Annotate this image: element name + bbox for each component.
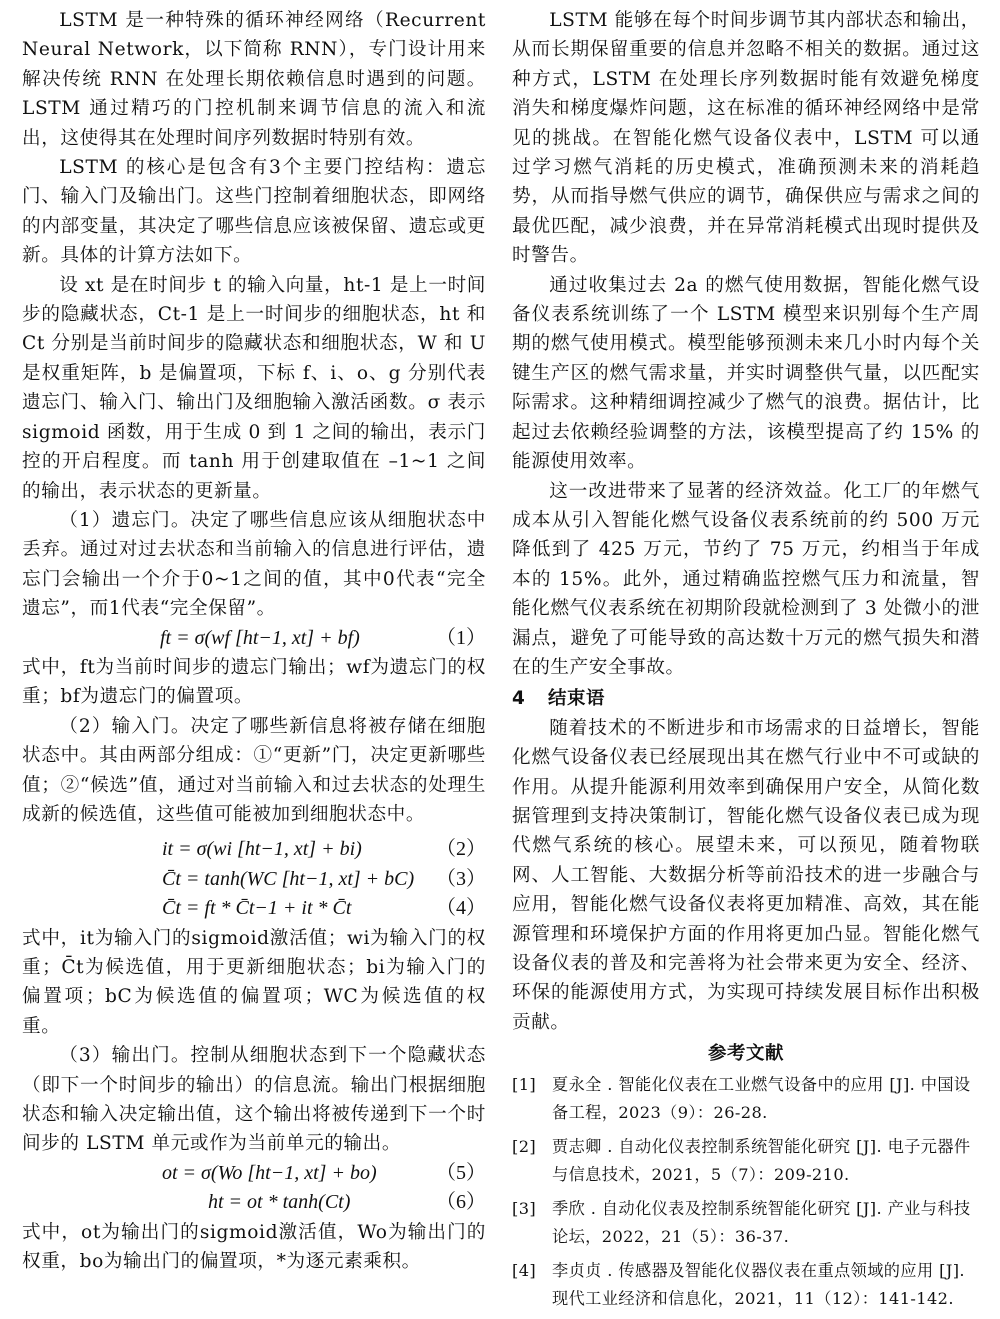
equation-3-number: （3） [436,867,486,890]
left-column [22,6,486,1276]
reference-item [512,1133,980,1189]
where-output: 式中，ot为输出门的sigmoid激活值，Wo为输出门的权重，bo为输出门的偏置项，*为逐元素乘积。 [22,1221,486,1272]
paragraph-conclusion: 随着技术的不断进步和市场需求的日益增长，智能化燃气设备仪表已经展现出其在燃气行业中不可或缺的作用。从提升能源利用效率到确保用户安全，从简化数据管理到支持决策制订，智能化燃气设备仪表已成为现代燃气系统的核心。展望未来，可以预见，随着物联网、人工智能、大数据分析等前沿技术的进一步融合与应用，智能化燃气设备仪表将更加精准、高效，其在能源管理和环境保护方面的作用将更加凸显。智能化燃气设备仪表的普及和完善将为社会带来更为安全、经济、环保的能源使用方式，为实现可持续发展目标作出积极贡献。 [512,717,980,1033]
paragraph-output-gate: （3）输出门。控制从细胞状态到下一个隐藏状态（即下一个时间步的输出）的信息流。输出门根据细胞状态和输入决定输出值，这个输出将被传递到下一个时间步的 LSTM 单元或作为当前单元的输出。 [22,1045,486,1155]
paragraph-economic-benefit: 这一改进带来了显著的经济效益。化工厂的年燃气成本从引入智能化燃气设备仪表系统前的约 500 万元降低到了 425 万元，节约了 75 万元，约相当于年成本的 15%。此外，通过精确监控燃气压力和流量，智能化燃气仪表系统在初期阶段就检测到了 3 处微小的泄漏点，避免了可能导致的高达数十万元的燃气损失和潜在的生产安全事故。 [512,480,980,678]
equation-6-number: （6） [436,1191,486,1214]
section-title: 结束语 [548,688,605,710]
right-column [512,6,980,1319]
equation-6-formula: ht = ot * tanh(Ct) [208,1191,351,1214]
section-number: 4 [512,688,526,710]
reference-item [512,1071,980,1127]
paragraph-case-study: 通过收集过去 2a 的燃气使用数据，智能化燃气设备仪表系统训练了一个 LSTM 模型来识别每个生产周期的燃气使用模式。模型能够预测未来几小时内每个关键生产区的燃气需求量，并实时调整供气量，以匹配实际需求。这种精细调控减少了燃气的浪费。据估计，比起过去依赖经验调整的方法，该模型提高了约 15% 的能源使用效率。 [512,274,980,473]
equation-5-formula: ot = σ(Wo [ht−1, xt] + bo) [162,1161,377,1184]
reference-number: [3] [512,1198,537,1218]
reference-number: [1] [512,1074,537,1094]
reference-text: 李贞贞 . 传感器及智能化仪器仪表在重点领域的应用 [J]. 现代工业经济和信息化，2021，11（12）：141-142. [552,1260,965,1308]
equation-2-formula: it = σ(wi [ht−1, xt] + bi) [162,838,362,861]
equation-5-number: （5） [436,1161,486,1184]
reference-number: [4] [512,1260,537,1280]
equation-1-formula: ft = σ(wf [ht−1, xt] + bf) [160,626,360,649]
where-forget: 式中，ft为当前时间步的遗忘门输出；wf为遗忘门的权重；bf为遗忘门的偏置项。 [22,656,486,708]
reference-item [512,1257,980,1313]
equation-4-formula: C̄t = ft * C̄t−1 + it * C̄t [162,897,352,920]
references-heading: 参考文献 [708,1043,784,1065]
paragraph-variables: 设 xt 是在时间步 t 的输入向量，ht-1 是上一时间步的隐藏状态，Ct-1 是上一时间步的细胞状态，ht 和 Ct 分别是当前时间步的隐藏状态和细胞状态，W 和 U 是权重矩阵，b 是偏置项，下标 f、i、o、g 分别代表遗忘门、输入门、输出门及细胞输入激活函数。σ 表示 sigmoid 函数，用于生成 0 到 1 之间的输出，表示门控的开启程度。而 tanh 用于创建取值在 –1~1 之间的输出，表示状态的更新量。 [22,274,486,502]
equation-4 [22,894,486,923]
equation-3-formula: C̄t = tanh(WC [ht−1, xt] + bC) [162,867,415,890]
section-heading-conclusion [512,684,980,713]
paragraph-lstm-benefits: LSTM 能够在每个时间步调节其内部状态和输出，从而长期保留重要的信息并忽略不相关的数据。通过这种方式，LSTM 在处理长序列数据时能有效避免梯度消失和梯度爆炸问题，这在标准的循环神经网络中是常见的挑战。在智能化燃气设备仪表中，LSTM 可以通过学习燃气消耗的历史模式，准确预测未来的消耗趋势，从而指导燃气供应的调节，确保供应与需求之间的最优匹配，减少浪费，并在异常消耗模式出现时提供及时警告。 [512,10,980,267]
paragraph-forget-gate: （1）遗忘门。决定了哪些信息应该从细胞状态中丢弃。通过对过去状态和当前输入的信息进行评估，遗忘门会输出一个介于0~1之间的值，其中0代表“完全遗忘”，而1代表“完全保留”。 [22,509,486,620]
equation-4-number: （4） [436,897,486,920]
equation-5 [22,1159,486,1188]
equation-6 [22,1188,486,1217]
reference-item [512,1195,980,1251]
reference-text: 季欣 . 自动化仪表及控制系统智能化研究 [J]. 产业与科技论坛，2022，21（5）：36-37. [552,1198,971,1246]
reference-text: 夏永全 . 智能化仪表在工业燃气设备中的应用 [J]. 中国设备工程，2023（9）：26-28. [552,1074,971,1122]
paragraph-lstm-intro: LSTM 是一种特殊的循环神经网络（Recurrent Neural Network，以下简称 RNN），专门设计用来解决传统 RNN 在处理长期依赖信息时遇到的问题。LSTM 通过精巧的门控机制来调节信息的流入和流出，这使得其在处理时间序列数据时特别有效。 [22,10,486,149]
reference-number: [2] [512,1136,537,1156]
reference-text: 贾志卿 . 自动化仪表控制系统智能化研究 [J]. 电子元器件与信息技术，2021，5（7）：209-210. [552,1136,971,1184]
paragraph-lstm-core: LSTM 的核心是包含有3个主要门控结构：遗忘门、输入门及输出门。这些门控制着细胞状态，即网络的内部变量，其决定了哪些信息应该被保留、遗忘或更新。具体的计算方法如下。 [22,157,486,267]
equation-2-number: （2） [436,838,486,861]
where-input: 式中，it为输入门的sigmoid激活值；wi为输入门的权重；C̄t为候选值，用于更新细胞状态；bi为输入门的偏置项；bC为候选值的偏置项；WC为候选值的权重。 [22,927,486,1037]
paragraph-input-gate: （2）输入门。决定了哪些新信息将被存储在细胞状态中。其由两部分组成：①“更新”门，决定更新哪些值；②“候选”值，通过对当前输入和过去状态的处理生成新的候选值，这些值可能被加到细胞状态中。 [22,715,486,825]
equation-3 [22,865,486,894]
equation-1-number: （1） [436,626,486,649]
equation-1 [22,624,486,653]
equation-2 [22,835,486,864]
